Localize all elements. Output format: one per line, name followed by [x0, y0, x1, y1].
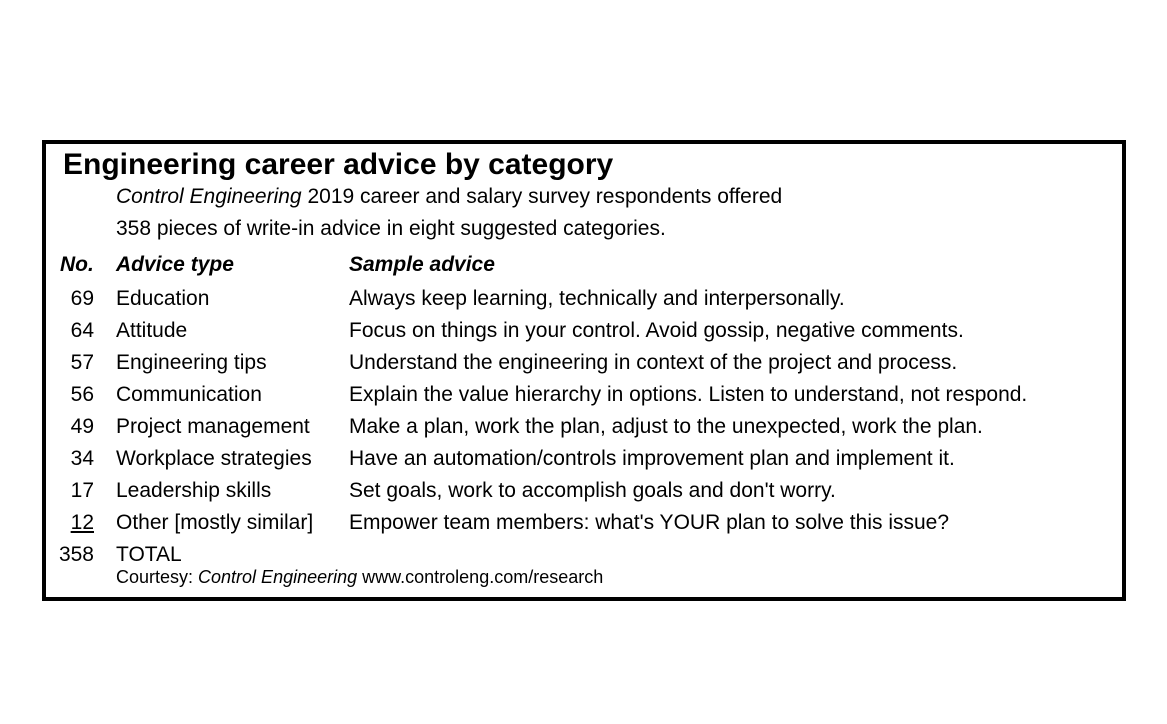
- courtesy-prefix: Courtesy:: [116, 567, 199, 587]
- subtitle-line-1: [116, 184, 782, 210]
- header-advice-type: Advice type: [116, 253, 234, 276]
- row-sample-advice: Set goals, work to accomplish goals and don't worry.: [349, 479, 836, 502]
- courtesy-line: [116, 565, 603, 589]
- courtesy-url: www.controleng.com/research: [357, 567, 604, 587]
- row-sample-advice: Have an automation/controls improvement plan and implement it.: [349, 447, 955, 470]
- row-count: 64: [70, 319, 94, 342]
- subtitle-line-1-text: 2019 career and salary survey respondents offered: [301, 185, 783, 208]
- total-count: 358: [58, 543, 94, 566]
- row-advice-type: Leadership skills: [116, 479, 272, 502]
- row-advice-type: Project management: [116, 415, 310, 438]
- table-header-row: [46, 250, 1122, 280]
- row-advice-type: Communication: [116, 383, 262, 406]
- row-sample-advice: Empower team members: what's YOUR plan to solve this issue?: [349, 511, 950, 534]
- row-count: 57: [70, 351, 94, 374]
- row-advice-type: Education: [116, 287, 210, 310]
- row-count: 56: [70, 383, 94, 406]
- row-count: 17: [70, 479, 94, 502]
- row-advice-type: Other [mostly similar]: [116, 511, 314, 534]
- row-sample-advice: Make a plan, work the plan, adjust to the unexpected, work the plan.: [349, 415, 983, 438]
- row-count: 34: [70, 447, 94, 470]
- row-advice-type: Engineering tips: [116, 351, 267, 374]
- table-row: [46, 348, 1122, 378]
- courtesy-source: Control Engineering: [198, 567, 358, 587]
- table-row: [46, 284, 1122, 314]
- table-row: [46, 508, 1122, 538]
- row-advice-type: Workplace strategies: [116, 447, 312, 470]
- subtitle-source: Control Engineering: [116, 185, 302, 208]
- table-row: [46, 476, 1122, 506]
- row-advice-type: Attitude: [116, 319, 188, 342]
- row-sample-advice: Focus on things in your control. Avoid gossip, negative comments.: [349, 319, 964, 342]
- row-sample-advice: Always keep learning, technically and interpersonally.: [349, 287, 845, 310]
- row-count: 69: [70, 287, 94, 310]
- row-sample-advice: Understand the engineering in context of the project and process.: [349, 351, 958, 374]
- table-row: [46, 316, 1122, 346]
- advice-table-box: [42, 140, 1126, 601]
- table-title: Engineering career advice by category: [63, 148, 614, 181]
- row-count: 49: [70, 415, 94, 438]
- subtitle-line-2: 358 pieces of write-in advice in eight suggested categories.: [116, 217, 666, 240]
- header-no: No.: [60, 253, 94, 276]
- header-sample-advice: Sample advice: [349, 253, 495, 276]
- table-row: [46, 380, 1122, 410]
- total-label: TOTAL: [116, 543, 182, 566]
- table-row: [46, 444, 1122, 474]
- row-sample-advice: Explain the value hierarchy in options. Listen to understand, not respond.: [349, 383, 1028, 406]
- table-row: [46, 412, 1122, 442]
- row-count: 12: [70, 511, 94, 534]
